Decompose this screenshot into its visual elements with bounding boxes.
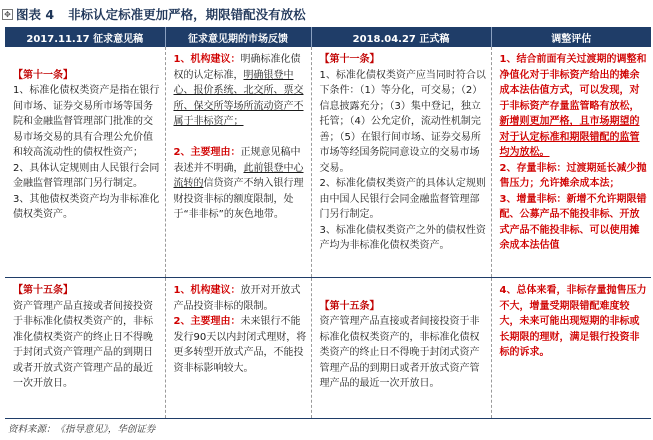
figure-title-row [2,4,306,24]
header-final: 2018.04.27 正式稿 [311,27,491,47]
feedback-label: 1、机构建议： [173,285,241,296]
final-item: 资产管理产品直接或者间接投资于非标准化债权类资产的，非标准化债权类资产的终止日不得晚于封闭式资产管理产品的到期日或者开放式资产管理产品的最近一次开放日。 [319,316,480,389]
assessment-item-2: 2、存量非标：过渡期延长减少抛售压力；允许摊余成本法； [499,162,647,189]
table-row [5,47,651,278]
cell-draft-art15 [5,278,165,419]
feedback-label: 2、主要理由： [173,147,241,158]
cell-final-art11 [311,47,491,278]
feedback-item-2: 2、主要理由：未来银行不能发行90天以内封闭式理财，将更多转型开放式产品，不能投资非标影响较大。 [173,316,307,374]
cell-feedback-art15 [165,278,311,419]
header-draft: 2017.11.17 征求意见稿 [5,27,165,47]
article-label: 【第十一条】 [319,54,380,65]
feedback-item-2: 2、主要理由：正规意见稿中表述并不明确，此前银登中心流转的信贷资产不纳入银行理财投资非标的额度限制，处于“非非标”的灰色地带。 [173,147,304,220]
final-item-1: 1、标准化债权类资产应当同时符合以下条件：（1）等分化，可交易；（2）信息披露充分；（3）集中登记，独立托管；（4）公允定价，流动性机制完善；（5）在银行间市场、证券交易所市场等经国务院同意设立的交易市场交易。 [319,69,486,174]
draft-item-3: 3、其他债权类资产均为非标准化债权类资产。 [13,193,160,220]
cell-assessment-art11 [491,47,651,278]
cell-draft-art11 [5,47,165,278]
figure-number: 图表 4 [16,7,55,22]
cell-final-art15 [311,278,491,419]
figure-title [16,5,306,23]
final-item-2: 2、标准化债权类资产的具体认定规则由中国人民银行会同金融监督管理部门另行制定。 [319,178,486,220]
cell-assessment-art15 [491,278,651,419]
draft-item: 资产管理产品直接或者间接投资于非标准化债权类资产的，非标准化债权类资产的终止日不得晚于封闭式资产管理产品的到期日或者开放式资产管理产品的最近一次开放日。 [13,300,153,389]
assessment-item-1: 1、结合前面有关过渡期的调整和净值化对于非标资产给出的摊余成本法估值方式，可以发现，对于非标资产存量监管略有放松，新增则更加严格，且市场期望的对于认定标准和期限错配的监管均为放松。 [499,54,647,158]
header-feedback: 征求意见期的市场反馈 [165,27,311,47]
figure-title-text: 非标认定标准更加严格，期限错配没有放松 [68,7,306,22]
source-note: 资料来源：《指导意见》，华创证券 [8,424,156,435]
article-label: 【第十一条】 [13,69,73,81]
assessment-item-4: 4、总体来看，非标存量抛售压力不大，增量受期限错配难度较大，未来可能出现短期的非标或长期限的理财，满足银行投资非标的诉求。 [499,285,647,358]
feedback-label: 1、机构建议： [173,54,241,65]
cell-feedback-art11 [165,47,311,278]
feedback-item-1: 1、机构建议：明确标准化债权的认定标准，明确银登中心、报价系统、北交所、票交所、保交所等场所流动资产不属于非标资产； [173,54,304,127]
feedback-item-1: 1、机构建议：放开对开放式产品投资非标的限制。 [173,285,301,312]
article-label: 【第十五条】 [319,300,380,312]
article-label: 【第十五条】 [13,285,73,296]
header-row [5,27,651,47]
draft-item-2: 2、具体认定规则由人民银行会同金融监督管理部门另行制定。 [13,162,160,189]
comparison-table [5,27,651,419]
feedback-label: 2、主要理由： [173,316,241,327]
assessment-item-3: 3、增量非标：新增不允许期限错配、公募产品不能投非标、开放式产品不能投非标、可以使用摊余成本法估值 [499,193,647,251]
table-move-handle-icon[interactable]: ✥ [2,9,13,20]
header-assessment: 调整评估 [491,27,651,47]
table-row [5,278,651,419]
final-item-3: 3、标准化债权类资产之外的债权性资产均为非标准化债权类资产。 [319,224,486,251]
draft-item-1: 1、标准化债权类资产是指在银行间市场、证券交易所市场等国务院和金融监督管理部门批准的交易市场交易的具有合理公允价值和较高流动性的债权性资产； [13,85,160,158]
